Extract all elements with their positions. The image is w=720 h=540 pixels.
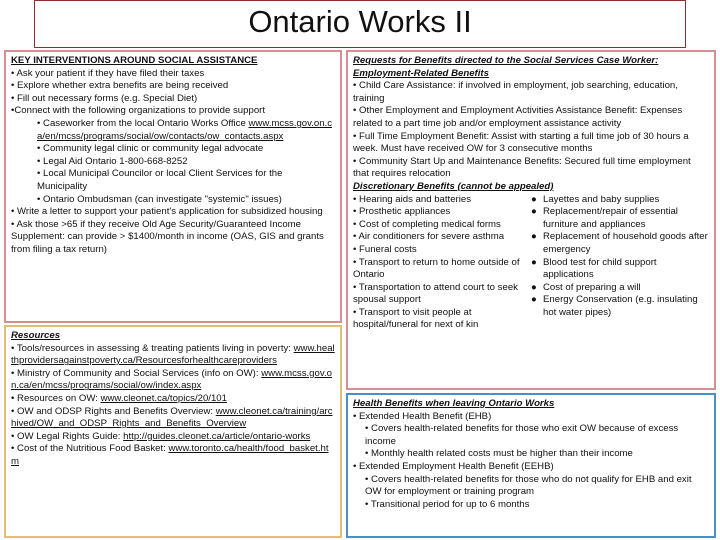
ehb-item: • Extended Health Benefit (EHB) [353,410,492,422]
resource-label: • Resources on OW: [11,392,98,404]
eehb-sub-item: • Covers health-related benefits for those who do not qualify for EHB and exit OW for employment or training program [365,473,692,498]
requests-heading: Requests for Benefits directed to the Social Services Case Worker: [353,55,659,66]
resource-label: • OW Legal Rights Guide: [11,430,121,442]
ehb-sub-item: • Covers health-related benefits for those who exit OW because of excess income [365,423,679,447]
disc-right-item: ● Energy Conservation (e.g. insulating hot water pipes) [531,294,698,318]
resource-item [11,368,335,393]
org-item: • Community legal clinic or community legal advocate [37,143,264,155]
resource-item [11,431,335,444]
ehb-sub-item: • Monthly health related costs must be higher than their income [365,448,633,460]
resource-label: • OW and ODSP Rights and Benefits Overview: [11,405,214,417]
resource-link[interactable]: www.cleonet.ca/training/archived/OW_and_ODSP_Rights_and_Benefits_Overview [11,405,333,430]
eehb-sub-item: • Transitional period for up to 6 months [365,498,530,510]
caseworker-link[interactable]: www.mcss.gov.on.ca/en/mcss/programs/social/ow/contacts/ow_contacts.aspx [37,117,333,142]
disc-item: • Air conditioners for severe asthma [353,231,505,243]
bullet-icon: ● [531,206,537,218]
resource-link[interactable]: www.mcss.gov.on.ca/en/mcss/programs/social/ow/index.aspx [11,367,332,392]
caseworker-item [11,118,335,143]
discretionary-left [353,194,531,333]
resource-item [11,406,335,431]
ki-item: • Fill out necessary forms (e.g. Special Diet) [11,92,198,104]
ki-item: • Ask your patient if they have filed their taxes [11,67,205,79]
org-item: • Local Municipal Councilor or local Client Services for the Municipality [37,168,283,192]
disc-right-item: ● Blood test for child support applications [531,256,657,281]
disc-right-item: ● Replacement/repair of essential furniture and appliances [531,206,678,230]
disc-item: • Funeral costs [353,243,417,255]
key-interventions-heading: KEY INTERVENTIONS AROUND SOCIAL ASSISTANCE [11,55,258,66]
resource-item [11,393,335,406]
caseworker-label: • Caseworker from the local Ontario Works Office [37,117,246,129]
org-item: • Ontario Ombudsman (can investigate "systemic" issues) [37,193,282,205]
request-item: • Child Care Assistance: if involved in employment, job searching, education, training [353,80,678,104]
disc-item: • Prosthetic appliances [353,206,451,218]
resources-heading: Resources [11,330,61,341]
bullet-icon: ● [531,294,537,306]
resource-item [11,343,335,368]
disc-item: • Hearing aids and batteries [353,193,472,205]
disc-right-item: ● Replacement of household goods after emergency [531,231,708,255]
disc-right-item: ● Cost of preparing a will [531,281,641,293]
bullet-icon: ● [531,231,537,243]
ki-tail-item: • Write a letter to support your patient's application for subsidized housing [11,206,323,218]
resource-label: • Tools/resources in assessing & treating patients living in poverty: [11,342,291,354]
resource-link[interactable]: www.toronto.ca/health/food_basket.htm [11,443,329,467]
key-interventions-panel [4,50,342,323]
resource-link[interactable]: www.healthprovidersagainstpoverty.ca/Resourcesforhealthcareproviders [11,342,335,367]
resources-panel [4,325,342,538]
bullet-icon: ● [531,281,537,293]
requests-panel [346,50,716,390]
discretionary-heading: Discretionary Benefits (cannot be appealed) [353,180,554,192]
resource-link[interactable]: http://guides.cleonet.ca/article/ontario-works [123,430,311,442]
disc-item: • Transport to return to home outside of Ontario [353,256,520,281]
ki-item: • Explore whether extra benefits are being received [11,80,229,92]
employment-heading: Employment-Related Benefits [353,67,489,79]
request-item: • Other Employment and Employment Activities Assistance Benefit: Expenses related to a part time job and/or employment assistance activity [353,105,683,129]
disc-item: • Transportation to attend court to seek spousal support [353,281,518,306]
disc-item: • Transport to visit people at hospital/funeral for next of kin [353,306,479,331]
disc-right-item: ● Layettes and baby supplies [531,193,660,205]
ki-tail-item: • Ask those >65 if they receive Old Age Security/Guaranteed Income Supplement: can provide > $1400/month in income (OAS, GIS and grants from filing a tax return) [11,218,324,255]
resource-link[interactable]: www.cleonet.ca/topics/20/101 [100,392,227,404]
eehb-item: • Extended Employment Health Benefit (EEHB) [353,460,554,472]
request-item: • Community Start Up and Maintenance Benefits: Secured full time employment that requires relocation [353,155,691,180]
disc-item: • Cost of completing medical forms [353,218,501,230]
resource-label: • Ministry of Community and Social Services (info on OW): [11,367,259,379]
resource-label: • Cost of the Nutritious Food Basket: [11,443,166,455]
health-benefits-panel [346,393,716,538]
bullet-icon: ● [531,256,537,268]
org-item: • Legal Aid Ontario 1-800-668-8252 [37,155,188,167]
bullet-icon: ● [531,193,537,205]
discretionary-columns [353,194,709,333]
ki-item: •Connect with the following organizations to provide support [11,105,266,117]
health-heading: Health Benefits when leaving Ontario Works [353,398,555,409]
resource-item [11,443,335,468]
discretionary-right [531,194,709,333]
request-item: • Full Time Employment Benefit: Assist with starting a full time job of 30 hours a week. Must have received OW for 3 consecutive months [353,130,689,155]
page-title: Ontario Works II [248,4,472,39]
